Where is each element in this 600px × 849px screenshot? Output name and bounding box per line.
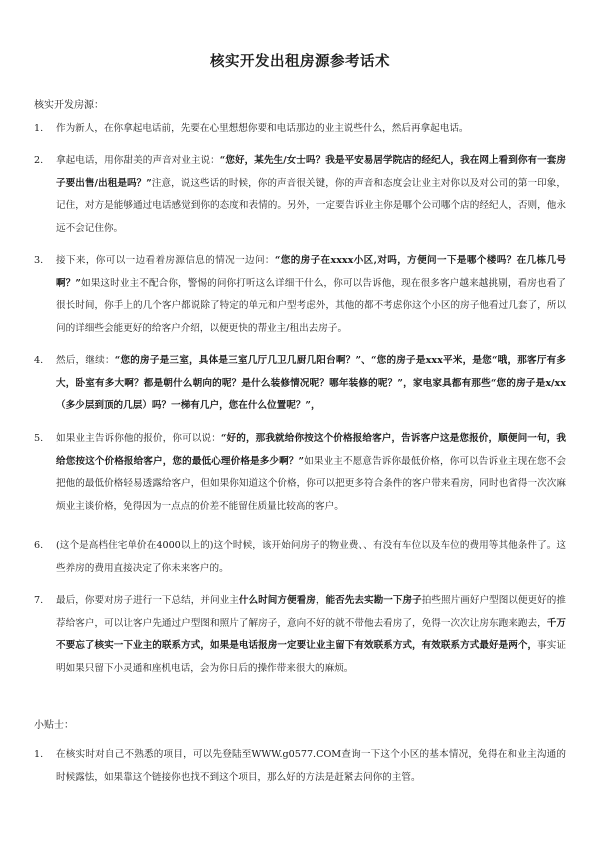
body-text: 注意，说这些话的时候，你的声音很关键，你的声音和态度会让业主对你以及对公司的第一印象，记住，对方是能够通过电话感觉到你的态度和表情的。另外，一定要告诉业主你是哪个公司哪个店的经纪人，否则，他永远不会记住你。 [56,177,566,234]
item-number: 2. [34,155,44,166]
emphasized-text: 什么时间方便看房 [238,595,316,606]
item-text [56,744,566,789]
body-text: 如果业主告诉你他的报价，你可以说： [56,433,221,444]
list-item-6 [34,535,566,580]
body-text: 在核实时对自己不熟悉的项目，可以先登陆至WWW.g0577.COM查询一下这个小区的基本情况，免得在和业主沟通的时候露怯，如果靠这个链接你也找不到这个项目，那么好的方法是赶紧去问你的主管。 [56,749,566,783]
item-text [56,250,566,340]
body-text: 拿起电话，用你甜美的声音对业主说： [56,155,220,166]
section-label-verify: 核实开发房源： [34,100,104,111]
item-number: 4. [34,355,44,366]
item-number: 1. [34,749,44,760]
emphasized-text: “您的房子是三室，具体是三室几厅几卫几厨几阳台啊？”、“您的房子是xxx平米，是您“哦，那客厅有多大，卧室有多大啊？都是朝什么朝向的呢？是什么装修情况呢？哪年装修的呢？”，家电家具都有那些“您的房子是x/xx（多少层到顶的几层）吗？一梯有几户，您在什么位置呢？”， [56,355,566,411]
body-text: 作为新人，在你拿起电话前，先要在心里想想你要和电话那边的业主说些什么，然后再拿起电话。 [56,123,469,134]
item-number: 6. [34,540,44,551]
item-number: 5. [34,433,44,444]
item-text [56,118,566,141]
body-text: ， [315,595,326,606]
emphasized-text: “您好，某先生/女士吗？我是平安易居学院店的经纪人，我在网上看到你有一套房子要出售/出租是吗？” [56,155,566,189]
page-title: 核实开发出租房源参考话术 [210,53,390,70]
item-number: 3. [34,255,44,266]
list-item-1 [34,118,566,141]
body-text: 事实证明如果只留下小灵通和座机电话，会为你日后的操作带来很大的麻烦。 [56,640,567,674]
emphasized-text: 千万不要忘了核实一下业主的联系方式，如果是电话报房一定要让业主留下有效联系方式，有效联系方式最好是两个， [56,617,566,651]
body-text: 如果业主不愿意告诉你最低价格，你可以告诉业主现在您不会把他的最低价格轻易透露给客户，但如果你知道这个价格，你可以把更多符合条件的客户带来看房，同时也省得一次次麻烦业主谈价格，免得因为一点点的价差不能留住质量比较高的客户。 [56,455,566,512]
list-item-4 [34,350,566,418]
item-text [56,150,566,240]
item-number: 1. [34,123,44,134]
body-text: 然后，继续： [56,355,115,366]
body-text: 接下来，你可以一边看着房源信息的情况一边问： [56,255,275,266]
item-text [56,535,566,580]
tip-item-1 [34,744,566,789]
list-item-2 [34,150,566,240]
body-text: 最后，你要对房子进行一下总结，并问业主 [56,595,239,606]
item-text [56,350,566,418]
item-number: 7. [34,595,44,606]
body-text: 拍些照片画好户型图以便更好的推荐给客户，可以让客户先通过户型图和照片了解房子，意向不好的就不带他去看房了，免得一次次让房东跑来跑去， [56,595,567,629]
body-text: (这个是高档住宅单价在4000以上的)这个时候，该开始问房子的物业费、、有没有车位以及车位的费用等其他条件了。这些养房的费用直接决定了你未来客户的。 [56,540,566,574]
item-text [56,428,566,518]
emphasized-text: “好的，那我就给你按这个价格报给客户，告诉客户这是您报价，顺便问一句，我给您按这个价格报给客户，您的最低心理价格是多少啊？” [56,433,566,467]
list-item-7 [34,590,566,680]
emphasized-text: “您的房子在xxxx小区,对吗，方便问一下是哪个楼吗？在几栋几号啊？” [56,255,566,289]
item-text [56,590,566,680]
list-item-5 [34,428,566,518]
list-item-3 [34,250,566,340]
section-label-tips: 小贴士： [34,720,74,731]
body-text: 如果这时业主不配合你，警惕的问你打听这么详细干什么，你可以告诉他，现在很多客户越来越挑剔，看房也看了很长时间，你手上的几个客户都说除了特定的单元和户型考虑外，其他的都不考虑你这个小区的房子他看过几套了，所以问的详细些会能更好的给客户介绍，以便更快的帮业主/租出去房子。 [56,277,566,334]
emphasized-text: 能否先去实勘一下房子 [325,595,422,606]
